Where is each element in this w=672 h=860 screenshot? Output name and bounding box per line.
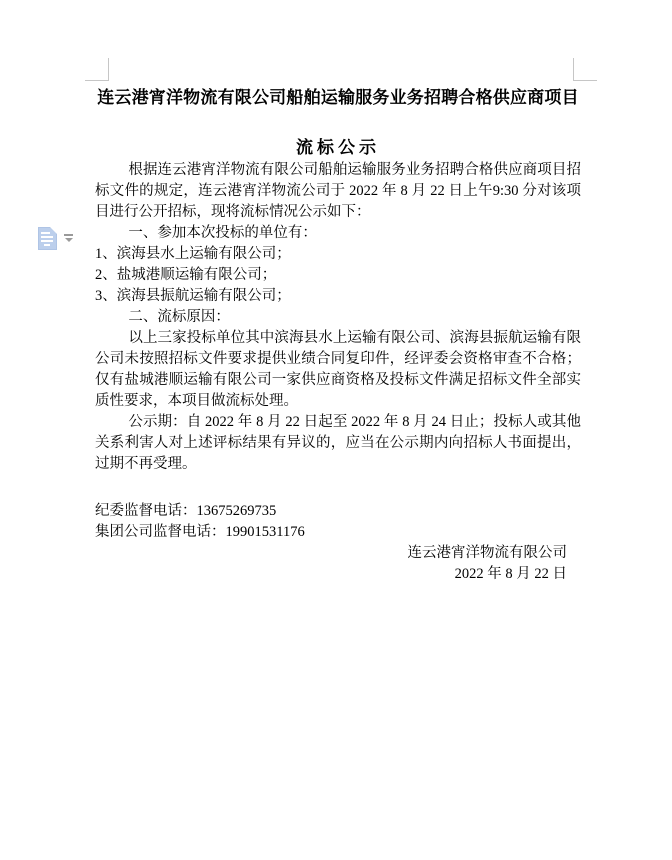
bidder-item-1: 1、滨海县水上运输有限公司； — [95, 246, 291, 262]
intro-paragraph: 根据连云港宵洋物流有限公司船舶运输服务业务招聘合格供应商项目招标文件的规定，连云港宵洋物流公司于 2022 年 8 月 22 日上午9:30 分对该项目进行公开招标，现将流标情况公示如下： — [95, 162, 581, 220]
section2-heading: 二、流标原因： — [128, 309, 230, 325]
section1-heading: 一、参加本次投标的单位有： — [128, 225, 317, 241]
signature-date: 2022 年 8 月 22 日 — [454, 566, 567, 582]
document-subtitle: 流标公示 — [296, 138, 380, 157]
document-body — [95, 0, 581, 585]
contact-block — [95, 501, 581, 543]
page-fold-corner — [50, 227, 57, 234]
paste-options-widget[interactable] — [38, 227, 73, 250]
publicity-period-paragraph: 公示期：自 2022 年 8 月 22 日起至 2022 年 8 月 24 日止；投标人或其他关系利害人对上述评标结果有异议的，应当在公示期内向招标人书面提出，过期不再受理。 — [95, 414, 581, 472]
discipline-phone-line: 纪委监督电话：13675269735 — [95, 503, 277, 519]
signature-company: 连云港宵洋物流有限公司 — [407, 545, 567, 561]
signature-block — [95, 543, 581, 585]
group-phone-line: 集团公司监督电话：19901531176 — [95, 524, 305, 540]
reason-paragraph: 以上三家投标单位其中滨海县水上运输有限公司、滨海县振航运输有限公司未按照招标文件要求提供业绩合同复印件，经评委会资格审查不合格；仅有盐城港顺运输有限公司一家供应商资格及投标文件满足招标文件全部实质性要求，本项目做流标处理。 — [95, 330, 581, 409]
document-title: 连云港宵洋物流有限公司船舶运输服务业务招聘合格供应商项目 — [97, 88, 579, 107]
bidder-item-2: 2、盐城港顺运输有限公司； — [95, 267, 277, 283]
paste-options-icon[interactable] — [38, 227, 57, 250]
bidder-item-3: 3、滨海县振航运输有限公司； — [95, 288, 291, 304]
dropdown-arrow-icon[interactable] — [64, 234, 73, 242]
